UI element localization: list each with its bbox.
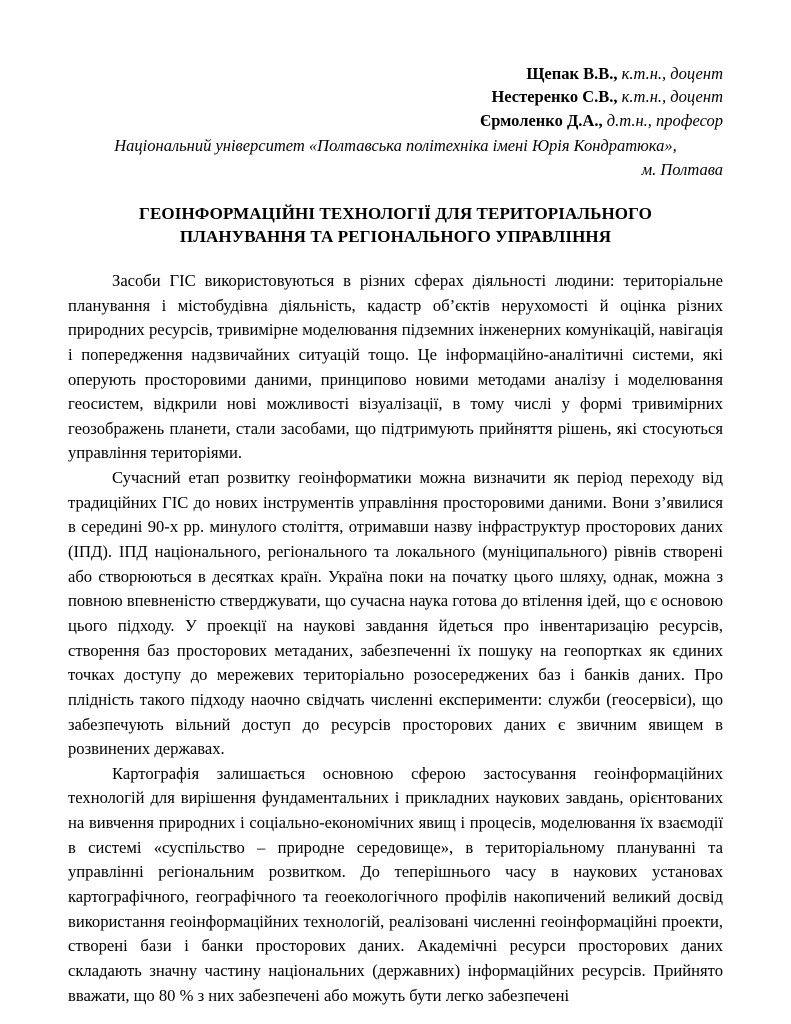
paragraph: Картографія залишається основною сферою застосування геоінформаційних технологій для вирішення фундаментальних і прикладних наукових завдань, орієнтованих на вивчення природних і соціально-економічних явищ і процесів, моделювання їх взаємодії в системі «суспільство – природне середовище», в територіальному плануванні та управлінні регіональним розвитком. До теперішнього часу в наукових установах картографічного, географічного та геоекологічного профілів накопичений великий досвід використання геоінформаційних технологій, реалізовані численні геоінформаційні проекти, створені бази і банки просторових даних. Академічні ресурси просторових даних складають значну частину національних (державних) інформаційних ресурсів. Прийнято вважати, що 80 % з них забезпечені або можуть бути легко забезпечені [68,763,723,1005]
author-name: Нестеренко С.В., [491,87,618,107]
paragraph: Сучасний етап розвитку геоінформатики можна визначити як період переходу від традиційних ГІС до нових інструментів управління просторовими даними. Вони з’явилися в середині 90-х рр. минулого століття, отримавши назву інфраструктур просторових даних (ІПД). ІПД національного, регіонального та локального (муніципального) рівнів створені або створюються в десятках країн. Україна поки на початку цього шляху, однак, можна з повною впевненістю стверджувати, що сучасна наука готова до втілення ідей, що є основою цього підходу. У проекції на наукові завдання йдеться про інвентаризацію ресурсів, створення баз просторових метаданих, забезпеченні їх пошуку на геопортках як єдиних точках доступу до мережевих територіально розосереджених баз і банків даних. Про плідність такого підходу наочно свідчать численні експерименти: служби (геосервіси), що забезпечують вільний доступ до ресурсів просторових даних є звичним явищем в розвинених державах. [68,468,723,759]
affiliation-block [68,134,723,181]
affiliation-city: м. Полтава [641,159,723,179]
page-title-line-2: ПЛАНУВАННЯ ТА РЕГІОНАЛЬНОГО УПРАВЛІННЯ [179,227,612,247]
author-line [68,109,723,132]
author-name: Щепак В.В., [526,64,618,83]
authors-block [68,62,723,132]
page-title [68,203,723,249]
author-line [68,62,723,85]
affiliation-text: Національний університет «Полтавська політехніка імені Юрія Кондратюка», [114,136,677,156]
author-degree: к.т.н., доцент [617,64,723,83]
article-body [68,269,723,1008]
page-title-line-1: ГЕОІНФОРМАЦІЙНІ ТЕХНОЛОГІЇ ДЛЯ ТЕРИТОРІАЛЬНОГО [139,204,652,224]
paragraph: Засоби ГІС використовуються в різних сферах діяльності людини: територіальне планування і містобудівна діяльність, кадастр об’єктів нерухомості й оцінка різних природних ресурсів, тривимірне моделювання підземних інженерних комунікацій, навігація і попередження надзвичайних ситуацій тощо. Це інформаційно-аналітичні системи, які оперують просторовими даними, принципово новими методами аналізу і моделювання геосистем, відкрили нові можливості візуалізації, в тому числі у формі тривимірних геозображень планети, стали засобами, що підтримують прийняття рішень, які стосуються управління територіями. [68,270,723,463]
author-degree: д.т.н., професор [602,110,723,130]
author-degree: к.т.н., доцент [617,87,723,107]
author-line [68,85,723,108]
author-name: Єрмоленко Д.А., [480,110,603,130]
